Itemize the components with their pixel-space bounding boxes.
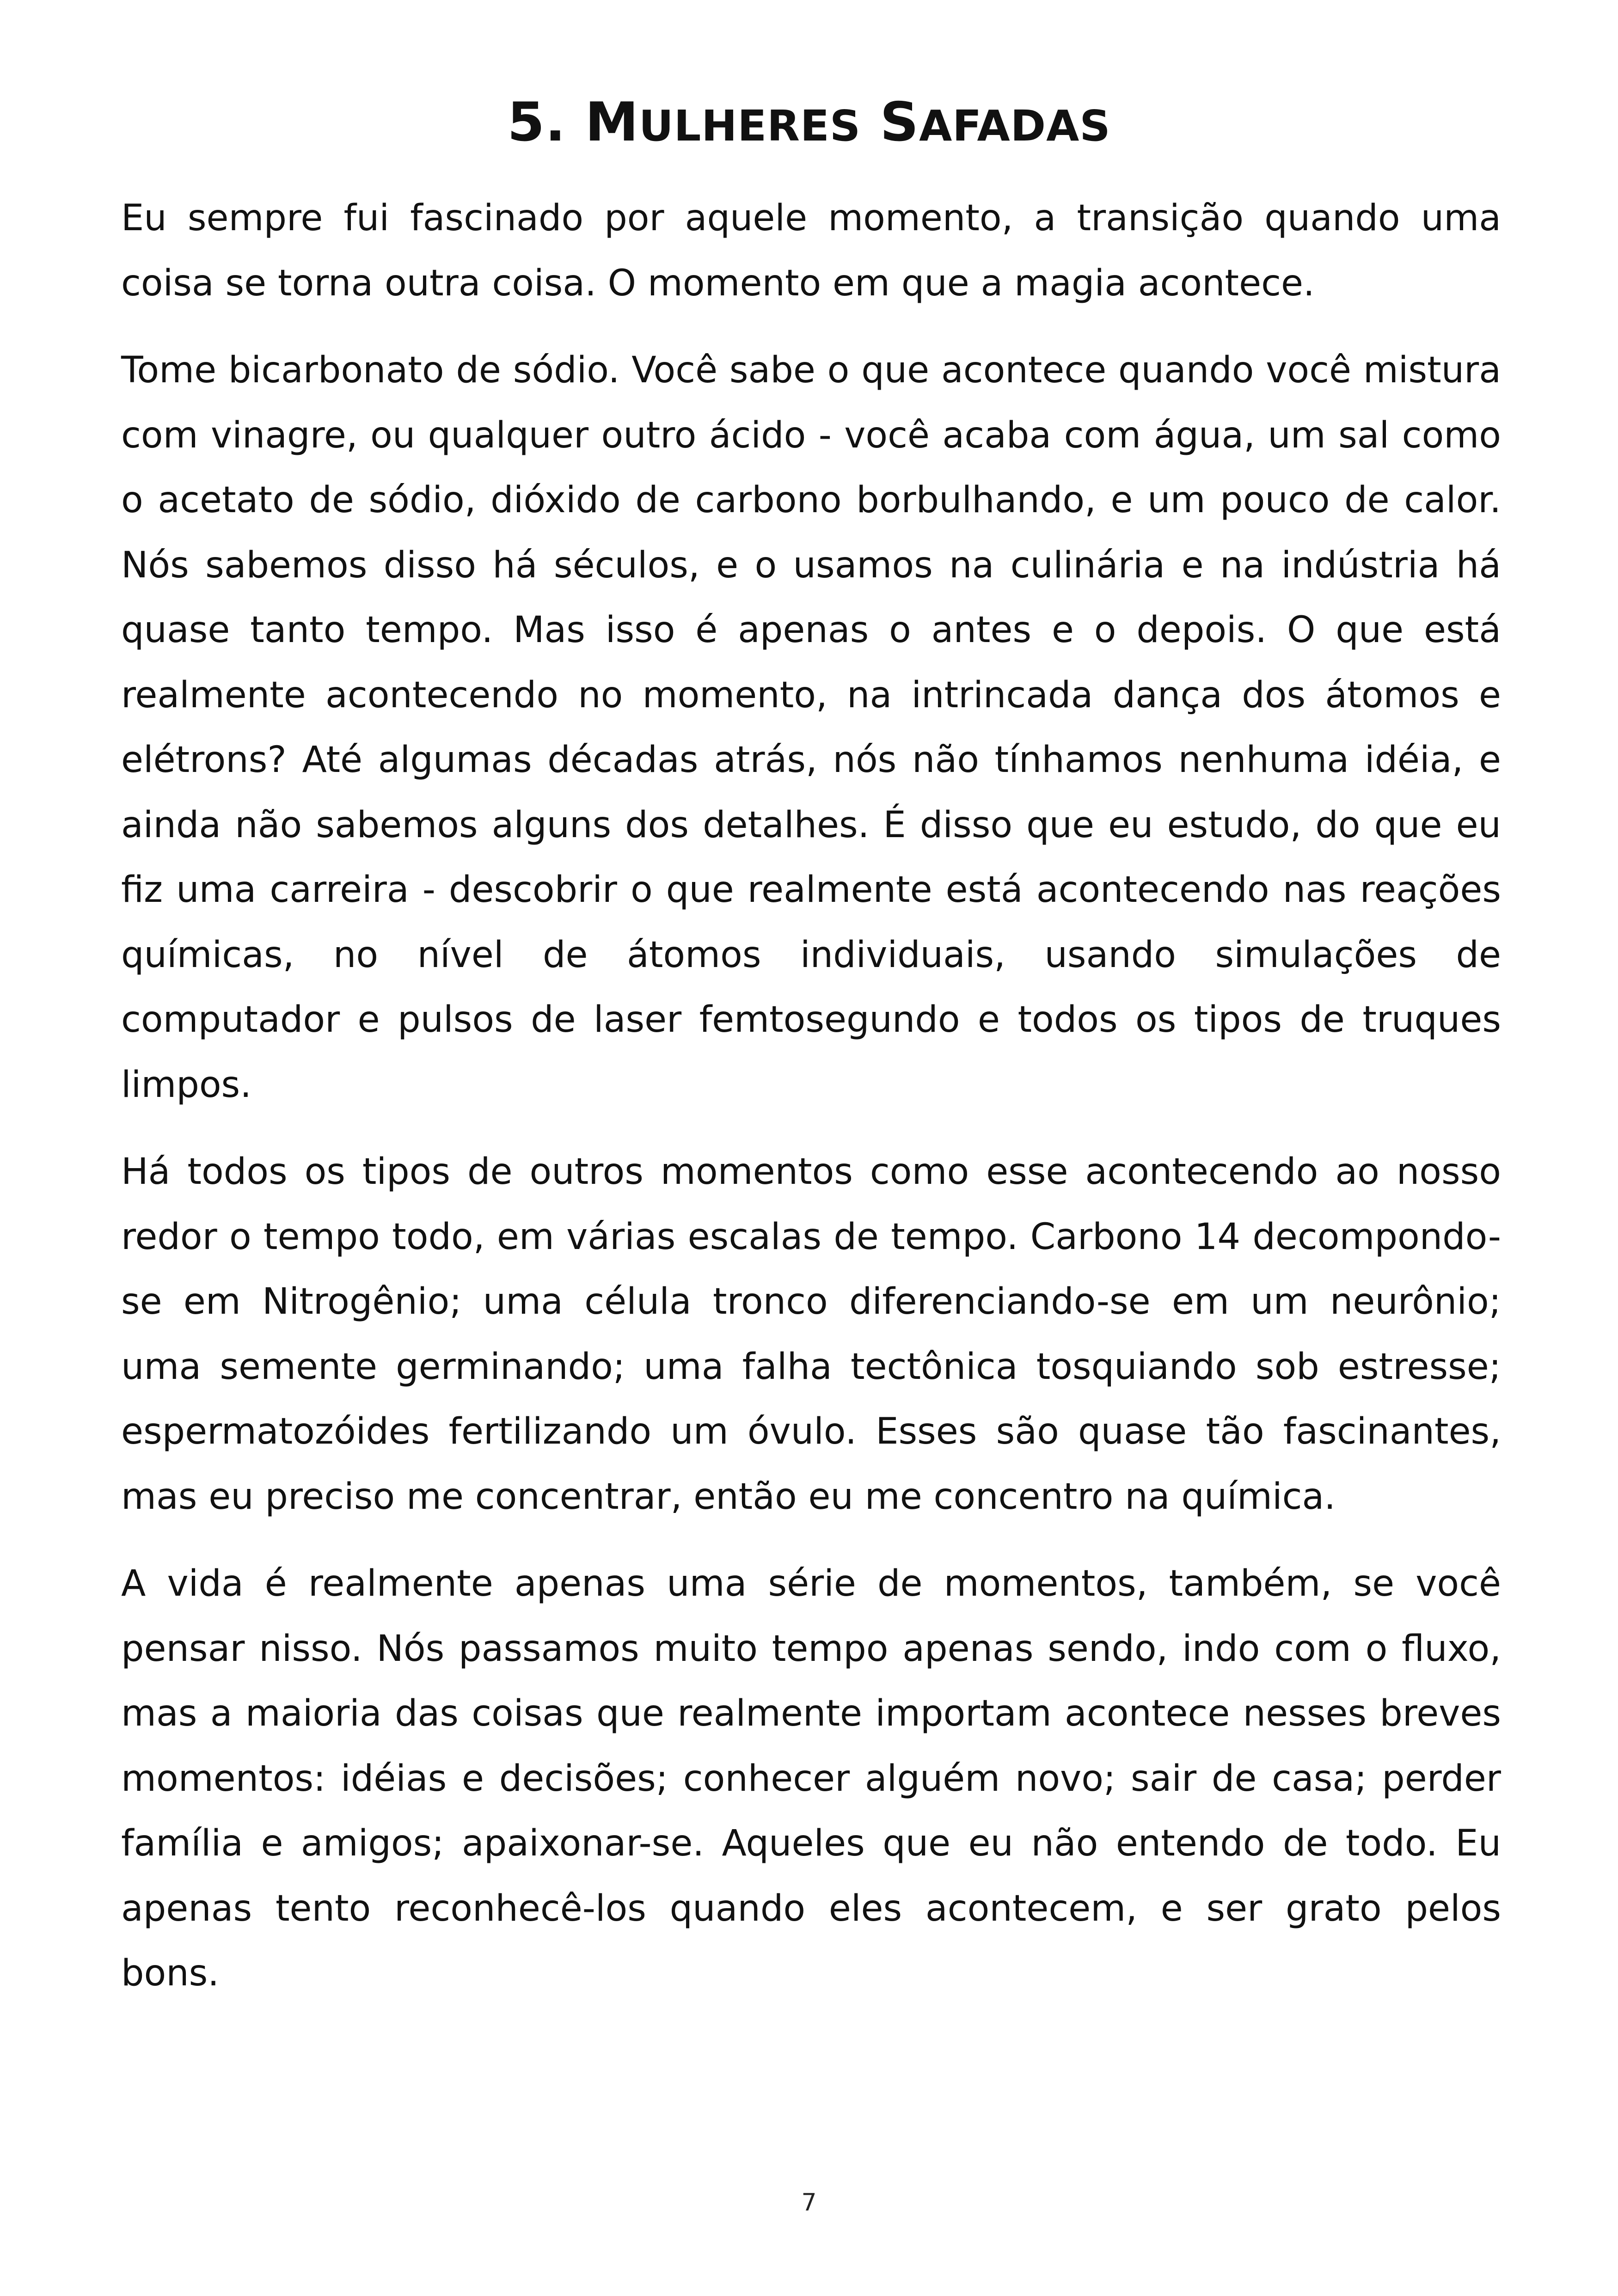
title-word-1-rest: ULHERES [639,101,861,151]
title-word-2-initial: S [880,91,919,153]
paragraph-2: Tome bicarbonato de sódio. Você sabe o que acontece quando você mistura com vinagre, ou qualquer outro ácido - você acaba com água, um sal como o acetato de sódio, dióxido de carbono borbulhando, e um pouco de calor. Nós sabemos disso há séculos, e o usamos na culinária e na indústria há quase tanto tempo. Mas isso é apenas o antes e o depois. O que está realmente acontecendo no momento, na intrincada dança dos átomos e elétrons? Até algumas décadas atrás, nós não tínhamos nenhuma idéia, e ainda não sabemos alguns dos detalhes. É disso que eu estudo, do que eu fiz uma carreira - descobrir o que realmente está acontecendo nas reações químicas, no nível de átomos individuais, usando simulações de computador e pulsos de laser femtosegundo e todos os tipos de truques limpos. [121,349,1501,1106]
paragraph-3: Há todos os tipos de outros momentos como esse acontecendo ao nosso redor o tempo todo, em várias escalas de tempo. Carbono 14 decompondo-se em Nitrogênio; uma célula tronco diferenciando-se em um neurônio; uma semente germinando; uma falha tectônica tosquiando sob estresse; espermatozóides fertilizando um óvulo. Esses são quase tão fascinantes, mas eu preciso me concentrar, então eu me concentro na química. [121,1151,1501,1518]
chapter-title [0,88,1618,161]
chapter-number: 5. [507,91,566,153]
page-number: 7 [801,2189,817,2216]
paragraph-1: Eu sempre fui fascinado por aquele momento, a transição quando uma coisa se torna outra coisa. O momento em que a magia acontece. [121,197,1501,304]
title-word-1-initial: M [585,91,639,153]
chapter-body [121,186,1501,2028]
paragraph-4: A vida é realmente apenas uma série de momentos, também, se você pensar nisso. Nós passamos muito tempo apenas sendo, indo com o fluxo, mas a maioria das coisas que realmente importam acontece nesses breves momentos: idéias e decisões; conhecer alguém novo; sair de casa; perder família e amigos; apaixonar-se. Aqueles que eu não entendo de todo. Eu apenas tento reconhecê-los quando eles acontecem, e ser grato pelos bons. [121,1563,1501,1994]
title-word-2-rest: AFADAS [919,101,1111,151]
